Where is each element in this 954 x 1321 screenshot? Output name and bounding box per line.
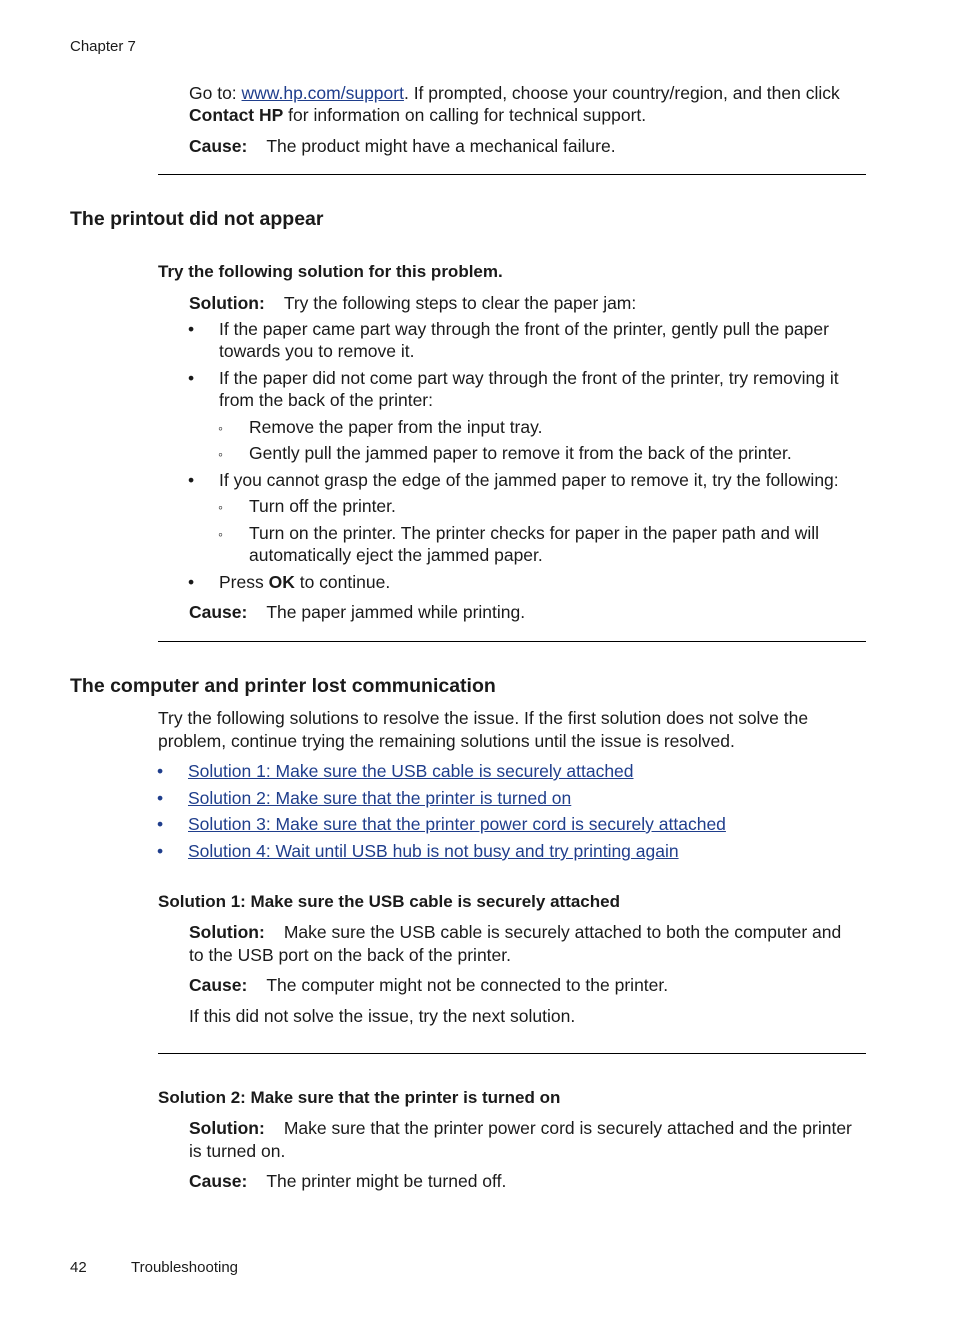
solution-2-text: Solution: Make sure that the printer power cord is securely attached and the printer: [189, 1118, 852, 1138]
sub-list-item-cont: automatically eject the jammed paper.: [249, 545, 543, 565]
solution-1-link[interactable]: Solution 1: Make sure the USB cable is securely attached: [188, 761, 634, 781]
section-title-printout: The printout did not appear: [70, 208, 324, 230]
solution-2-cause: Cause: The printer might be turned off.: [189, 1171, 507, 1191]
sub-list-item: Turn off the printer.: [249, 496, 396, 516]
bullet: •: [157, 788, 164, 808]
sub-list-item: Remove the paper from the input tray.: [249, 417, 543, 437]
bullet: •: [157, 814, 164, 834]
hp-support-link[interactable]: www.hp.com/support: [241, 83, 404, 103]
section-divider: [158, 1053, 866, 1054]
list-item-cont: towards you to remove it.: [219, 341, 415, 361]
sub-bullet: ◦: [218, 420, 223, 436]
page-number: 42: [70, 1259, 87, 1276]
sub-list-item: Gently pull the jammed paper to remove it from the back of the printer.: [249, 443, 792, 463]
intro-paragraph-cont: problem, continue trying the remaining solutions until the issue is resolved.: [158, 731, 735, 751]
solution-2-link[interactable]: Solution 2: Make sure that the printer is turned on: [188, 788, 572, 808]
list-item: If you cannot grasp the edge of the jammed paper to remove it, try the following:: [219, 470, 839, 490]
bullet: •: [188, 319, 195, 339]
section-divider: [158, 641, 866, 642]
solution-1-text-cont: to the USB port on the back of the printer.: [189, 945, 511, 965]
solution-paper-jam: Solution: Try the following steps to clear the paper jam:: [189, 293, 637, 313]
section-title-communication: The computer and printer lost communication: [70, 675, 496, 697]
solution-1-text: Solution: Make sure the USB cable is securely attached to both the computer and: [189, 922, 842, 942]
intro-paragraph: Try the following solutions to resolve the issue. If the first solution does not solve the: [158, 708, 809, 728]
solution-3-link[interactable]: Solution 3: Make sure that the printer power cord is securely attached: [188, 814, 726, 834]
cause-paper-jammed: Cause: The paper jammed while printing.: [189, 602, 526, 622]
solution-2-heading: Solution 2: Make sure that the printer is turned on: [158, 1088, 561, 1107]
list-item: If the paper did not come part way through the front of the printer, try removing it: [219, 368, 839, 388]
list-item: If the paper came part way through the front of the printer, gently pull the paper: [219, 319, 829, 339]
solution-2-text-cont: is turned on.: [189, 1141, 286, 1161]
cause-mechanical: Cause: The product might have a mechanical failure.: [189, 136, 616, 156]
bullet: •: [157, 841, 164, 861]
footer-section: Troubleshooting: [131, 1259, 239, 1276]
sub-bullet: ◦: [218, 446, 223, 462]
bullet: •: [188, 470, 195, 490]
solution-1-heading: Solution 1: Make sure the USB cable is securely attached: [158, 892, 620, 911]
sub-list-item: Turn on the printer. The printer checks for paper in the paper path and will: [249, 523, 820, 543]
section-divider: [158, 174, 866, 175]
sub-bullet: ◦: [218, 526, 223, 542]
goto-paragraph: Go to: www.hp.com/support. If prompted, choose your country/region, and then click: [189, 83, 840, 103]
solution-1-cause: Cause: The computer might not be connected to the printer.: [189, 975, 669, 995]
solution-1-next: If this did not solve the issue, try the next solution.: [189, 1006, 576, 1026]
list-item-cont: from the back of the printer:: [219, 390, 433, 410]
bullet: •: [188, 368, 195, 388]
contact-hp-line: Contact HP for information on calling for technical support.: [189, 105, 647, 125]
solution-4-link[interactable]: Solution 4: Wait until USB hub is not busy and try printing again: [188, 841, 679, 861]
bullet: •: [157, 761, 164, 781]
list-item-press-ok: Press OK to continue.: [219, 572, 391, 592]
sub-bullet: ◦: [218, 499, 223, 515]
try-heading: Try the following solution for this problem.: [158, 262, 503, 281]
chapter-header: Chapter 7: [70, 38, 136, 55]
bullet: •: [188, 572, 195, 592]
